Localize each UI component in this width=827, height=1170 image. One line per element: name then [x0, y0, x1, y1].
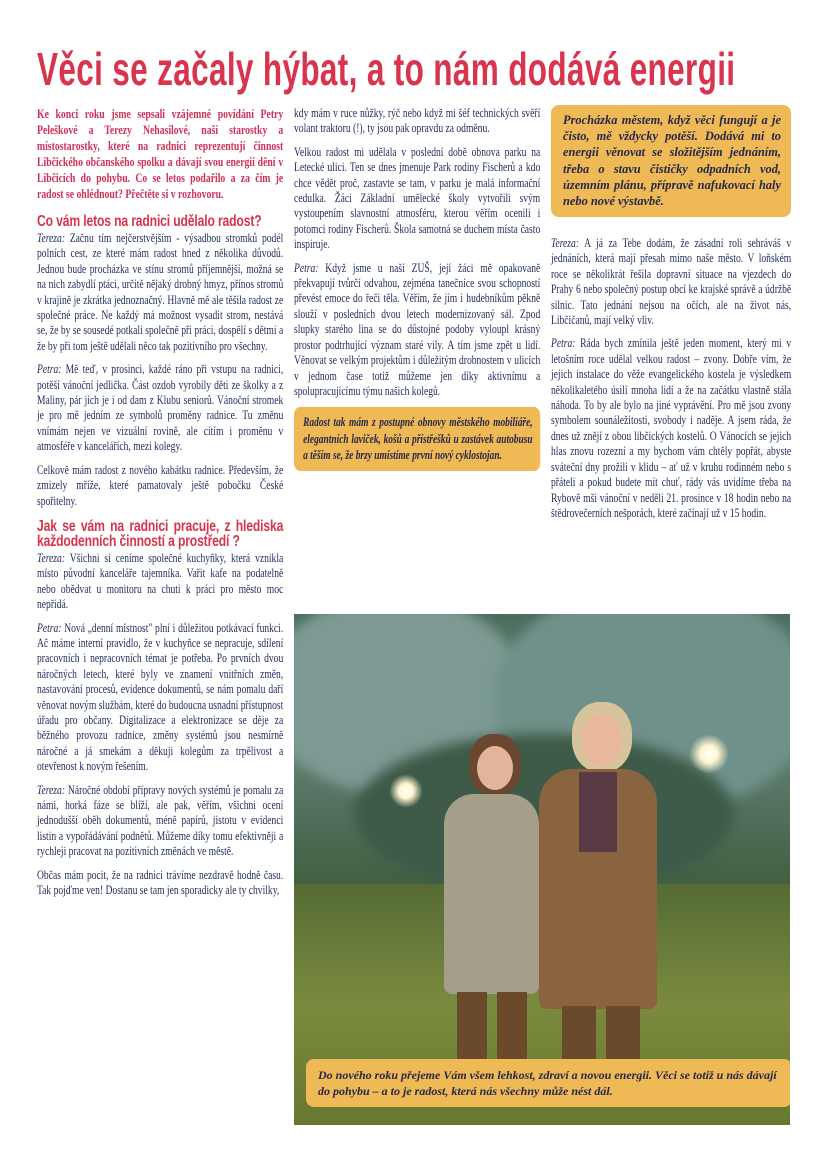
speaker-label: Petra: — [37, 620, 62, 635]
paragraph-text: A já za Tebe dodám, že zásadní roli sehráváš v jednáních, která mají přesah mimo naše město. V loňském roce se několikrát řešila dopravní situace na vjezdech do Prahy 6 nebo společný postup obcí ke krajské správě a údržbě silnic. Tato jednání nejsou na očích, ale na život nás, Libčičanů, mají velký vliv. — [551, 236, 792, 328]
paragraph-text: Občas mám pocit, že na radnici trávíme nezdravě hodně času. Tak pojďme ven! Dostanu se tam jen sporadicky ale ty chvilky, — [37, 867, 284, 898]
speaker-label: Petra: — [551, 336, 576, 351]
paragraph — [37, 868, 283, 899]
person-scarf — [579, 772, 617, 852]
person-boot — [606, 1006, 640, 1066]
paragraph-text: Když jsme u naší ZUŠ, její žáci mě opakovaně překvapují tvůrčí odvahou, zejména tanečnice svou schopností převést emoce do řeči těla. Věřím, že jim i hudebníkům pěkně slouží v posledních dvou letech modernizovaný sál. Zpod slupky starého lina se do důstojné podoby vyloupl krásný prostor podtrhující význam staré vily. A tím jsme zpět u lidí. Věnovat se velkým projektům i důležitým drobnostem v ulicích v jednom čase totiž můžeme jen díky aktivnímu a spolupracujícímu týmu našich kolegů. — [294, 260, 541, 398]
paragraph-text: Všichni si ceníme společné kuchyňky, která vznikla místo původní kanceláře tajemníka. Vařit kafe na podatelně nebo obědvat u monitoru na chuti k práci pro město moc nepřidá. — [37, 550, 284, 612]
column-2 — [294, 106, 540, 471]
column-1 — [37, 106, 283, 906]
article-title: Věci se začaly hýbat, a to nám dodává energii — [37, 43, 736, 95]
section-heading-2: Jak se vám na radnici pracuje, z hlediska každodenních činností a prostředí ? — [37, 517, 284, 550]
sparkler — [689, 734, 729, 774]
paragraph — [551, 236, 791, 328]
paragraph — [37, 551, 283, 613]
paragraph — [37, 463, 283, 509]
paragraph — [294, 106, 540, 137]
speaker-label: Tereza: — [37, 231, 66, 245]
speaker-label: Petra: — [37, 362, 62, 377]
speaker-label: Tereza: — [37, 550, 66, 565]
person-face — [582, 714, 622, 766]
paragraph — [551, 336, 791, 521]
paragraph — [37, 362, 283, 454]
paragraph — [294, 145, 540, 253]
paragraph-text: Náročné období přípravy nových systémů je pomalu za námi, horká fáze se blíží, ale pak, věřím, všichni ocení jednodušší oběh dokumentů, méně papírů, jistotu v evidenci listin a vypořádávání podnětů. Můžeme díky tomu efektivněji a rychleji pracovat na pozitivních změnách ve městě. — [37, 782, 284, 859]
person-face — [477, 746, 513, 790]
paragraph-text: Začnu tím nejčerstvějším - výsadbou stromků podél polních cest, ze které mám radost hned z několika důvodů. Jednou bude procházka ve stínu stromů příjemnější, možná se na nich zabydlí ptáci, určitě nějaký drobný hmyz, přínos stromů v krajině je zkrátka jednoznačný. Hlavně mě ale těšila radost ze společné práce. Ne každý má možnost vysadit strom, nestává se, že by se sousedé potkali společně při práci, dospělí s dětmi a že by při tom ještě udělali něco tak pozitivního pro všechny. — [37, 231, 284, 353]
pull-quote: Radost tak mám z postupné obnovy městského mobiliáře, elegantních laviček, košů a přístřešků u zastávek autobusu a těším se, že brzy umístíme první nový cyklostojan. — [294, 407, 540, 471]
paragraph — [294, 261, 540, 400]
paragraph — [37, 231, 283, 354]
speaker-label: Tereza: — [37, 782, 66, 797]
paragraph-text: Velkou radost mi udělala v poslední době obnova parku na Letecké ulici. Ten se dnes jmenuje Park rodiny Fischerů a kdo chce vědět proč, zastavte se tam, v parku je malá informační cedulka. Žáci Základní umělecké školy vytvořili svým vystoupením slavnostní atmosféru, kterou věřím ocenili i potomci rodiny Fischerů. Škola samotná se duchem místa často inspiruje. — [294, 144, 541, 252]
paragraph — [37, 783, 283, 860]
person-coat — [444, 794, 539, 994]
paragraph — [37, 621, 283, 775]
sparkler — [389, 774, 423, 808]
speaker-label: Petra: — [294, 260, 319, 275]
person-boot — [562, 1006, 596, 1066]
speaker-label: Tereza: — [551, 236, 580, 250]
photo-caption: Do nového roku přejeme Vám všem lehkost, zdraví a novou energii. Věci se totiž u nás dávají do pohybu – a to je radost, která nás všechny může nést dál. — [306, 1059, 790, 1107]
photo-two-women-with-sparklers — [294, 614, 790, 1125]
paragraph-text: Celkově mám radost z nového kabátku radnice. Především, že zmizely mříže, které pamatovaly ještě pobočku České spořitelny. — [37, 462, 284, 508]
pull-quote: Procházka městem, když věci fungují a je čisto, mě vždycky potěší. Dodává mi to energii věnovat se složitějším jednáním, třeba o stavu čističky odpadních vod, územním plánu, přípravě nafukovací haly nebo nové výstavbě. — [551, 105, 791, 217]
paragraph-text: Mě teď, v prosinci, každé ráno při vstupu na radnici, potěší vánoční jedlička. Část ozdob vyrobily děti ze školky a z Maliny, pár jich je i od dam z Klubu seniorů. Vánoční stromek je pro mě jedním ze symbolů proměny radnice. Tu změnu vnímám nejen ve vizuální rovině, ale cítím i proměnu v atmosféře v kancelářích, mezi kolegy. — [37, 362, 284, 454]
paragraph-text: Nová „denní místnost" plní i důležitou potkávací funkci. Ač máme interní pravidlo, že v kuchyňce se nepracuje, sdílení pracovních i nepracovních témat je potřeba. Po prvních dvou náročných letech, které byly ve znamení vnitřních změn, nastavování procesů, evidence dokumentů, se nám pomalu daří věnovat novým službám, které do budoucna usnadní přístupnost úřadu pro občany. Digitalizace a elektronizace se děje za běžného provozu radnice, změny systémů jsou nesmírně náročné a já smekám a děkuji kolegům za trpělivost a otevřenost k novým řešením. — [37, 620, 284, 774]
section-heading-1: Co vám letos na radnici udělalo radost? — [37, 213, 262, 230]
lead-paragraph: Ke konci roku jsme sepsali vzájemné povídání Petry Peleškové a Terezy Nehasilové, naší starostky a místostarostky, které na radnici reprezentují činnost Libčického občanského spolku a dávají svou energií dění v Libčicích do pohybu. Co se letos podařilo a za čím je radost se ohlédnout? Přečtěte si v rozhovoru. — [37, 107, 284, 201]
paragraph-text: Ráda bych zmínila ještě jeden moment, který mi v letošním roce udělal velkou radost – zvony. Dobře vím, že jejich instalace do věže evangelického kostela je výsledkem několikaletého úsilí mnoha lidí a že na začátku vlastně stála náhoda. To by ale bylo na jiné vyprávění. Pro mě jsou zvony symbolem sounáležitosti, svobody i naděje. A jsem ráda, že dnes už znějí z obou libčických kostelů. O Vánocích se jejich hlas znovu rozezní a my bychom vám chtěly popřát, abyste sváteční dny prožili v klidu – ať už v kruhu rodinném nebo s přáteli a pokud budete mít chuť, rády vás uvidíme třeba na Rybově mši vánoční v neděli 21. prosince v 18 hodin nebo na štědrovečerních nešporách, které začínají už v 15 hodin. — [551, 336, 792, 520]
paragraph-text: kdy mám v ruce nůžky, rýč nebo když mi šéf technických svěří volant traktoru (!), ty jsou pak opravdu za odměnu. — [294, 106, 541, 136]
column-3 — [551, 236, 791, 529]
